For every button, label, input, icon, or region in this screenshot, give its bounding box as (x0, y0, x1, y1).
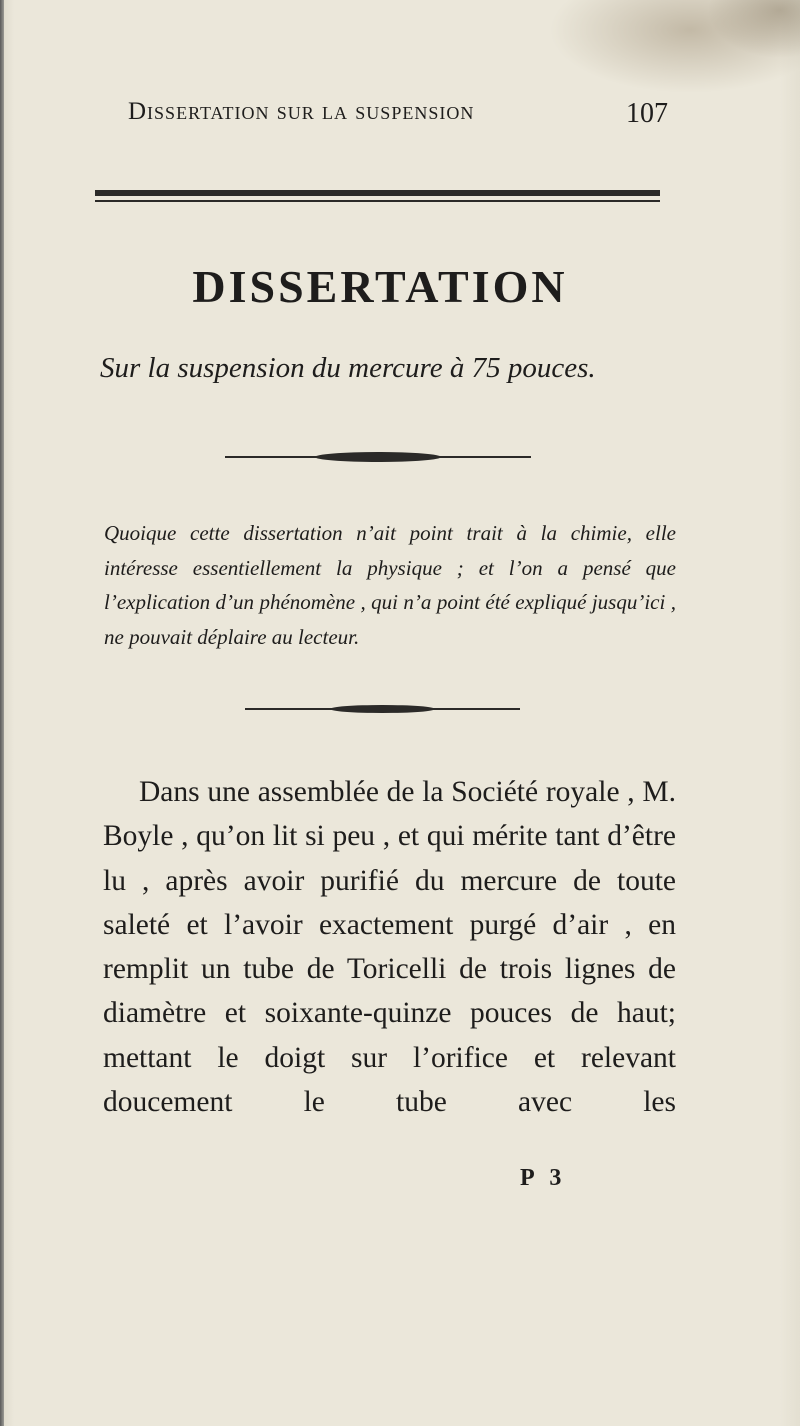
header-rule-thin-line (95, 200, 660, 202)
header-rule (95, 190, 660, 206)
ornament-rule-bottom (245, 702, 520, 716)
ornament-swell (330, 705, 435, 713)
printer-signature: P 3 (520, 1165, 567, 1191)
chapter-title: DISSERTATION (192, 261, 568, 312)
chapter-subtitle: Sur la suspension du mercure à 75 pouces. (100, 352, 596, 384)
body-text (103, 770, 676, 1124)
page-number: 107 (626, 98, 668, 129)
page-edge (0, 0, 4, 1426)
running-head-title: Dissertation sur la suspension (128, 98, 475, 125)
editor-notice-text: Quoique cette dissertation n’ait point trait à la chimie, elle intéresse essentiellement la physique ; et l’on a pensé que l’explication d’un phénomène , qui n’a point été expliqué jusqu’ici , ne pouvait déplaire au lecteur. (104, 521, 676, 649)
running-head (128, 98, 668, 129)
ornament-swell (315, 452, 441, 462)
ornament-rule-top (225, 450, 531, 464)
body-paragraph: Dans une assemblée de la Société royale , M. Boyle , qu’on lit si peu , et qui mérite tant d’être lu , après avoir purifié du mercure de toute saleté et l’avoir exactement purgé d’air , en remplit un tube de Toricelli de trois lignes de diamètre et soixante-quinze pouces de haut; mettant le doigt sur l’orifice et relevant doucement le tube avec les (103, 776, 676, 1119)
editor-notice (104, 516, 676, 654)
header-rule-thick-line (95, 190, 660, 196)
